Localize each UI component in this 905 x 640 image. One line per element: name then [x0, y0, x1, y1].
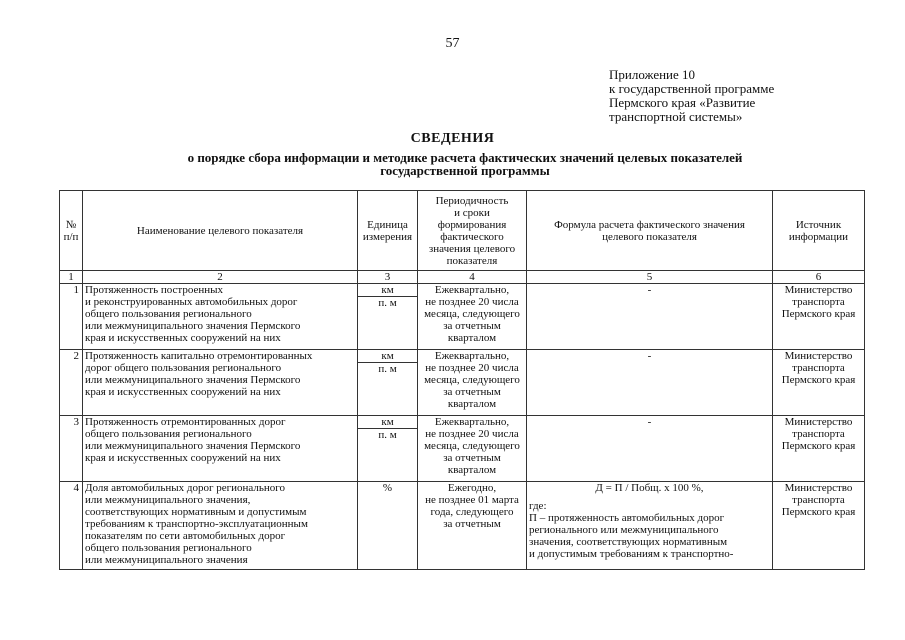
document-title: СВЕДЕНИЯ — [410, 131, 495, 146]
column-number: 2 — [83, 271, 358, 284]
row-number: 1 — [60, 284, 83, 350]
unit-cell — [358, 482, 418, 570]
indicator-name: Протяженность построенных и реконструированных автомобильных дорог общего пользования регионального или межмуниципального значения Пермского края и искусственных сооружений на них — [83, 284, 358, 350]
column-number: 4 — [418, 271, 527, 284]
unit-primary: км — [358, 416, 417, 429]
indicator-name: Протяженность отремонтированных дорог общего пользования регионального или межмуниципального значения Пермского края и искусственных сооружений на них — [83, 416, 358, 482]
header-formula: Формула расчета фактического значения целевого показателя — [527, 191, 773, 271]
indicator-name: Протяженность капитально отремонтированных дорог общего пользования регионального или межмуниципального значения Пермского края и искусственных сооружений на них — [83, 350, 358, 416]
source-cell: Министерство транспорта Пермского края — [773, 350, 865, 416]
unit-cell — [358, 416, 418, 482]
row-number: 4 — [60, 482, 83, 570]
source-cell: Министерство транспорта Пермского края — [773, 284, 865, 350]
column-number: 5 — [527, 271, 773, 284]
header-source: Источник информации — [773, 191, 865, 271]
period-cell: Ежеквартально, не позднее 20 числа месяца, следующего за отчетным кварталом — [418, 284, 527, 350]
formula-where: где: — [529, 500, 547, 512]
unit-primary: % — [382, 482, 393, 494]
period-cell: Ежегодно, не позднее 01 марта года, следующего за отчетным — [418, 482, 527, 570]
formula-cell: - — [527, 284, 773, 350]
unit-secondary: п. м — [378, 363, 397, 375]
header-period: Периодичность и сроки формирования фактического значения целевого показателя — [418, 191, 527, 271]
unit-cell — [358, 284, 418, 350]
row-number: 3 — [60, 416, 83, 482]
page-number: 57 — [445, 36, 460, 51]
row-number: 2 — [60, 350, 83, 416]
document-subtitle: о порядке сбора информации и методике расчета фактических значений целевых показателей государственной программы — [187, 150, 743, 178]
column-number: 1 — [60, 271, 83, 284]
unit-primary: км — [358, 350, 417, 363]
table-row — [60, 284, 865, 350]
table-row — [60, 416, 865, 482]
table-row — [60, 482, 865, 570]
column-number: 3 — [358, 271, 418, 284]
unit-primary: км — [358, 284, 417, 297]
indicator-name: Доля автомобильных дорог регионального или межмуниципального значения, соответствующих нормативным и допустимым требованиям к транспортно-эксплуатационным показателям по сети автомобильных дорог общего пользования регионального или межмуниципального значения — [83, 482, 358, 570]
source-cell: Министерство транспорта Пермского края — [773, 482, 865, 570]
header-row — [60, 191, 865, 271]
formula-description: П – протяженность автомобильных дорог регионального или межмуниципального значения, соответствующих нормативным и допустимым требованиям к транспортно- — [529, 512, 734, 560]
unit-cell — [358, 350, 418, 416]
formula-cell — [527, 482, 773, 570]
period-cell: Ежеквартально, не позднее 20 числа месяца, следующего за отчетным кварталом — [418, 350, 527, 416]
appendix-note: Приложение 10 к государственной программе Пермского края «Развитие транспортной системы» — [609, 67, 775, 124]
column-number: 6 — [773, 271, 865, 284]
header-unit: Единица измерения — [358, 191, 418, 271]
column-number-row — [60, 271, 865, 284]
unit-secondary: п. м — [378, 297, 397, 309]
source-cell: Министерство транспорта Пермского края — [773, 416, 865, 482]
formula-cell: - — [527, 350, 773, 416]
header-name: Наименование целевого показателя — [83, 191, 358, 271]
header-num: № п/п — [60, 191, 83, 271]
table-row — [60, 350, 865, 416]
formula-expression: Д = П / Побщ. х 100 %, — [595, 482, 704, 494]
unit-secondary: п. м — [378, 429, 397, 441]
indicators-table — [59, 190, 865, 570]
formula-cell: - — [527, 416, 773, 482]
period-cell: Ежеквартально, не позднее 20 числа месяца, следующего за отчетным кварталом — [418, 416, 527, 482]
